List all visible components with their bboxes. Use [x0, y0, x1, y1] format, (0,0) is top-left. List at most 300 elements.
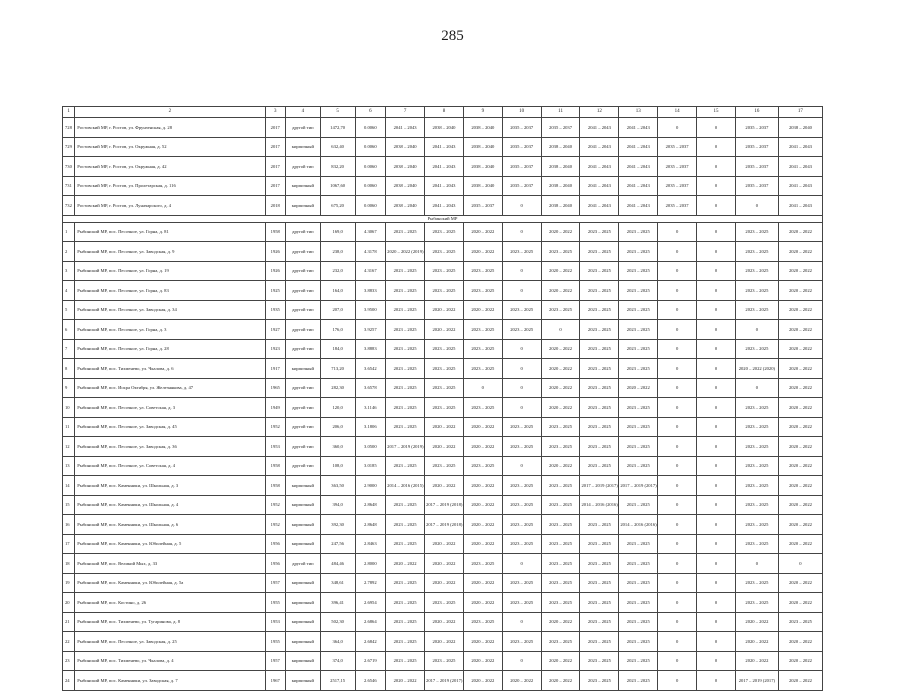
table-cell: кирпичный — [285, 612, 320, 632]
table-cell: 2023 – 2025 — [386, 515, 425, 535]
table-cell: 2023 – 2025 — [580, 417, 619, 437]
table-cell: 0 — [697, 476, 736, 496]
column-header: 13 — [619, 107, 658, 118]
table-cell: 1927 — [265, 320, 285, 340]
table-cell: 0 — [658, 359, 697, 379]
table-row — [63, 157, 823, 177]
table-cell: 2020 – 2022 — [541, 339, 580, 359]
table-cell: 2017 — [265, 137, 285, 157]
row-number: 732 — [63, 196, 75, 216]
table-cell: кирпичный — [285, 534, 320, 554]
table-cell: 3.9500 — [355, 300, 386, 320]
table-cell: 2020 – 2022 (2020) — [735, 359, 778, 379]
column-header: 6 — [355, 107, 386, 118]
table-cell: 363,50 — [320, 476, 355, 496]
table-cell: другой тип — [285, 554, 320, 574]
row-number: 12 — [63, 437, 75, 457]
table-cell: 0 — [658, 320, 697, 340]
table-cell: 2023 – 2025 — [502, 573, 541, 593]
table-cell: 0 — [658, 118, 697, 138]
table-cell: 3.9257 — [355, 320, 386, 340]
table-cell: 2023 – 2025 — [425, 261, 464, 281]
table-cell: 2023 – 2025 — [735, 476, 778, 496]
table-cell: 2038 – 2040 — [425, 118, 464, 138]
table-cell: 0 — [658, 281, 697, 301]
table-cell: 2023 – 2025 — [425, 359, 464, 379]
table-cell: 2020 – 2022 — [463, 651, 502, 671]
table-cell: 2023 – 2025 — [541, 632, 580, 652]
page-number: 285 — [441, 28, 464, 44]
table-cell: 2023 – 2025 — [619, 398, 658, 418]
column-header: 11 — [541, 107, 580, 118]
table-row — [63, 118, 823, 138]
table-cell: 2041 – 2043 — [580, 176, 619, 196]
table-cell: 2020 – 2022 — [778, 242, 822, 262]
table-cell: 2035 – 2037 — [463, 196, 502, 216]
address-cell: Рыбинский МР, пос. Каменники, ул. Школьная, д. 6 — [75, 515, 265, 535]
table-cell: 2.6546 — [355, 671, 386, 691]
table-cell: 3.8833 — [355, 281, 386, 301]
table-cell: кирпичный — [285, 196, 320, 216]
table-cell: 2041 – 2043 — [425, 137, 464, 157]
table-cell: 2017 – 2019 (2018) — [425, 515, 464, 535]
table-cell: кирпичный — [285, 359, 320, 379]
column-header: 1 — [63, 107, 75, 118]
table-cell: 0 — [697, 157, 736, 177]
row-number: 20 — [63, 593, 75, 613]
table-cell: 2035 – 2037 — [502, 176, 541, 196]
table-cell: 2020 – 2022 — [425, 573, 464, 593]
table-cell: 2023 – 2025 — [619, 261, 658, 281]
table-cell: 2023 – 2025 — [386, 456, 425, 476]
table-cell: 2023 – 2025 — [580, 261, 619, 281]
table-cell: другой тип — [285, 398, 320, 418]
table-row — [63, 651, 823, 671]
table-row — [63, 300, 823, 320]
table-cell: 184,0 — [320, 339, 355, 359]
table-cell: 0.0060 — [355, 176, 386, 196]
table-cell: 1926 — [265, 242, 285, 262]
table-cell: 2020 – 2022 — [463, 417, 502, 437]
table-cell: 2035 – 2037 — [502, 118, 541, 138]
table-cell: 3.1146 — [355, 398, 386, 418]
table-row — [63, 612, 823, 632]
table-cell: 2023 – 2025 — [425, 339, 464, 359]
table-cell: 2023 – 2025 — [502, 495, 541, 515]
table-cell: 2035 – 2037 — [658, 176, 697, 196]
table-cell: 2020 – 2022 — [778, 417, 822, 437]
table-cell: 0 — [735, 554, 778, 574]
address-cell: Рыбинский МР, пос. Каменники, ул. Заводская, д. 7 — [75, 671, 265, 691]
table-cell: 2023 – 2025 — [541, 573, 580, 593]
table-cell: 2023 – 2025 — [502, 515, 541, 535]
table-cell: 2023 – 2025 — [502, 437, 541, 457]
section-title: Рыбинский МР — [63, 215, 823, 222]
table-cell: 2023 – 2025 — [735, 281, 778, 301]
table-row — [63, 281, 823, 301]
table-cell: 2023 – 2025 — [541, 593, 580, 613]
table-cell: 1953 — [265, 437, 285, 457]
table-cell: 2038 – 2040 — [386, 196, 425, 216]
column-header: 7 — [386, 107, 425, 118]
table-cell: 2020 – 2022 — [463, 573, 502, 593]
table-cell: кирпичный — [285, 495, 320, 515]
table-cell: 0 — [697, 456, 736, 476]
table-cell: 1952 — [265, 515, 285, 535]
table-cell: 2014 – 2016 (2016) — [619, 515, 658, 535]
table-cell: 0 — [502, 378, 541, 398]
address-cell: Рыбинский МР, пос. Каменники, ул. Юбилейная, д. 5 — [75, 534, 265, 554]
table-cell: 348,61 — [320, 573, 355, 593]
table-cell: 2020 – 2022 — [778, 476, 822, 496]
table-cell: 0 — [502, 359, 541, 379]
table-row — [63, 515, 823, 535]
table-cell: 2023 – 2025 — [619, 651, 658, 671]
table-cell: другой тип — [285, 222, 320, 242]
table-cell: 0 — [502, 196, 541, 216]
table-cell: 2023 – 2025 — [580, 398, 619, 418]
table-cell: 2023 – 2025 — [463, 281, 502, 301]
table-cell: другой тип — [285, 157, 320, 177]
table-cell: 2023 – 2025 — [619, 437, 658, 457]
table-cell: 2023 – 2025 — [386, 339, 425, 359]
table-cell: 2020 – 2022 — [425, 437, 464, 457]
table-cell: 2035 – 2037 — [541, 118, 580, 138]
table-cell: 2023 – 2025 — [386, 651, 425, 671]
table-cell: 713,20 — [320, 359, 355, 379]
table-row — [63, 456, 823, 476]
table-cell: 2020 – 2022 — [541, 281, 580, 301]
table-cell: 0 — [502, 554, 541, 574]
address-cell: Ростовский МР, г. Ростов, ул. Окружная, д. 42 — [75, 157, 265, 177]
table-cell: 2023 – 2025 — [541, 554, 580, 574]
table-cell: 1953 — [265, 612, 285, 632]
table-cell: 0 — [658, 339, 697, 359]
table-cell: 2023 – 2025 — [580, 378, 619, 398]
table-cell: 0 — [658, 573, 697, 593]
table-cell: 4.3067 — [355, 222, 386, 242]
table-cell: 0 — [735, 196, 778, 216]
table-cell: другой тип — [285, 242, 320, 262]
table-cell: 2023 – 2025 — [778, 612, 822, 632]
row-number: 10 — [63, 398, 75, 418]
table-cell: 2023 – 2025 — [425, 281, 464, 301]
table-cell: 2017 — [265, 118, 285, 138]
table-cell: 2023 – 2025 — [541, 242, 580, 262]
table-cell: 2020 – 2022 — [463, 476, 502, 496]
table-row — [63, 495, 823, 515]
address-cell: Рыбинский МР, пос. Песочное, ул. Заводская, д. 25 — [75, 632, 265, 652]
table-cell: 2017 – 2019 (2017) — [425, 671, 464, 691]
table-cell: 1926 — [265, 261, 285, 281]
table-cell: 0 — [697, 176, 736, 196]
table-cell: 2.8000 — [355, 554, 386, 574]
table-cell: 2020 – 2022 — [778, 437, 822, 457]
table-cell: 0 — [697, 495, 736, 515]
table-cell: 2023 – 2025 — [735, 593, 778, 613]
address-cell: Рыбинский МР, пос. Песочное, ул. Заводская, д. 9 — [75, 242, 265, 262]
table-cell: 2023 – 2025 — [580, 456, 619, 476]
address-cell: Рыбинский МР, пос. Песочное, ул. Горна, д. 3 — [75, 320, 265, 340]
table-cell: 2038 – 2040 — [541, 157, 580, 177]
table-cell: другой тип — [285, 118, 320, 138]
table-cell: 0 — [658, 437, 697, 457]
row-number: 14 — [63, 476, 75, 496]
address-cell: Рыбинский МР, пос. Каменники, ул. Школьная, д. 3 — [75, 476, 265, 496]
table-cell: 4.3178 — [355, 242, 386, 262]
table-cell: 2041 – 2043 — [580, 157, 619, 177]
table-cell: 2020 – 2022 — [619, 378, 658, 398]
table-cell: 0 — [735, 378, 778, 398]
column-header: 8 — [425, 107, 464, 118]
table-cell: 2.9000 — [355, 476, 386, 496]
column-header: 3 — [265, 107, 285, 118]
table-cell: 2023 – 2025 — [735, 456, 778, 476]
table-cell: 0 — [502, 261, 541, 281]
table-cell: 2018 — [265, 196, 285, 216]
table-cell: 0 — [697, 573, 736, 593]
table-cell: 0 — [697, 554, 736, 574]
table-cell: 2017 – 2019 (2017) — [619, 476, 658, 496]
table-cell: 0 — [658, 534, 697, 554]
table-cell: 2023 – 2025 — [386, 281, 425, 301]
table-cell: 0 — [697, 281, 736, 301]
address-cell: Рыбинский МР, пос. Костино, д. 26 — [75, 593, 265, 613]
table-cell: 2023 – 2025 — [386, 573, 425, 593]
table-cell: 2038 – 2040 — [463, 176, 502, 196]
table-cell: 0 — [697, 320, 736, 340]
table-cell: 2.6864 — [355, 612, 386, 632]
table-cell: 1958 — [265, 222, 285, 242]
table-cell: 0 — [697, 118, 736, 138]
table-cell: 2023 – 2025 — [580, 515, 619, 535]
table-cell: 2023 – 2025 — [619, 554, 658, 574]
table-cell: 2023 – 2025 — [463, 398, 502, 418]
table-cell: 1923 — [265, 339, 285, 359]
address-cell: Рыбинский МР, пос. Тихменево, ул. Чкалова, д. 6 — [75, 359, 265, 379]
table-cell: 2017 – 2019 (2017) — [735, 671, 778, 691]
table-cell: 2020 – 2022 — [502, 671, 541, 691]
row-number: 7 — [63, 339, 75, 359]
table-row — [63, 261, 823, 281]
table-cell: 2017 — [265, 157, 285, 177]
table-cell: 2035 – 2037 — [658, 137, 697, 157]
address-cell: Рыбинский МР, пос. Великий Мых, д. 33 — [75, 554, 265, 574]
table-cell: 2023 – 2025 — [580, 612, 619, 632]
table-cell: 2038 – 2040 — [541, 196, 580, 216]
table-cell: 2023 – 2025 — [619, 359, 658, 379]
table-cell: 1965 — [265, 378, 285, 398]
table-cell: 2023 – 2025 — [580, 671, 619, 691]
table-cell: 2023 – 2025 — [502, 593, 541, 613]
table-row — [63, 196, 823, 216]
table-cell: 2020 – 2022 — [463, 515, 502, 535]
table-cell: 1958 — [265, 476, 285, 496]
table-cell: 2020 – 2022 — [778, 456, 822, 476]
table-cell: 0 — [735, 320, 778, 340]
table-cell: 2023 – 2025 — [735, 573, 778, 593]
table-cell: 2023 – 2025 — [541, 437, 580, 457]
table-cell: 2020 – 2022 — [778, 398, 822, 418]
table-cell: 2014 – 2016 (2016) — [580, 495, 619, 515]
table-cell: 2035 – 2037 — [658, 196, 697, 216]
table-cell: 2020 – 2022 — [541, 359, 580, 379]
table-cell: 0 — [658, 632, 697, 652]
table-cell: 0 — [697, 378, 736, 398]
row-number: 2 — [63, 242, 75, 262]
table-cell: 0 — [697, 437, 736, 457]
table-cell: 2041 – 2043 — [580, 118, 619, 138]
table-cell: 2038 – 2040 — [386, 157, 425, 177]
table-cell: 2023 – 2025 — [580, 242, 619, 262]
table-cell: 2020 – 2022 — [778, 359, 822, 379]
table-cell: 0.0060 — [355, 137, 386, 157]
table-cell: 2020 – 2022 — [778, 222, 822, 242]
table-cell: 2020 – 2022 — [386, 671, 425, 691]
table-cell: 2023 – 2025 — [580, 573, 619, 593]
table-cell: другой тип — [285, 320, 320, 340]
table-cell: 2023 – 2025 — [619, 495, 658, 515]
row-number: 3 — [63, 261, 75, 281]
table-cell: 0 — [697, 222, 736, 242]
address-cell: Рыбинский МР, пос. Песочное, ул. Заводская, д. 36 — [75, 437, 265, 457]
table-cell: 0 — [502, 612, 541, 632]
table-cell: 2023 – 2025 — [619, 456, 658, 476]
row-number: 19 — [63, 573, 75, 593]
table-cell: 2038 – 2040 — [386, 176, 425, 196]
table-cell: 2023 – 2025 — [619, 417, 658, 437]
table-cell: 2023 – 2025 — [463, 554, 502, 574]
table-cell: 2.8648 — [355, 515, 386, 535]
table-cell: 0 — [697, 515, 736, 535]
table-cell: 232,0 — [320, 261, 355, 281]
table-cell: 2023 – 2025 — [502, 417, 541, 437]
table-cell: 2023 – 2025 — [541, 534, 580, 554]
table-cell: 2017 – 2019 (2018) — [425, 495, 464, 515]
table-cell: 2023 – 2025 — [619, 320, 658, 340]
table-cell: 2020 – 2022 — [463, 671, 502, 691]
table-cell: 2023 – 2025 — [502, 320, 541, 340]
table-cell: 0 — [697, 339, 736, 359]
column-header: 10 — [502, 107, 541, 118]
table-cell: 2023 – 2025 — [541, 495, 580, 515]
row-number: 730 — [63, 157, 75, 177]
table-cell: 2023 – 2025 — [463, 261, 502, 281]
table-row — [63, 554, 823, 574]
table-cell: 2020 – 2022 — [778, 281, 822, 301]
table-cell: 1955 — [265, 632, 285, 652]
row-number: 17 — [63, 534, 75, 554]
table-cell: 2020 – 2022 — [425, 534, 464, 554]
table-cell: другой тип — [285, 281, 320, 301]
address-cell: Рыбинский МР, пос. Песочное, ул. Горна, д. 81 — [75, 222, 265, 242]
table-cell: 1935 — [265, 300, 285, 320]
table-cell: 2020 – 2022 — [463, 534, 502, 554]
table-cell: 0 — [697, 534, 736, 554]
table-cell: 2035 – 2037 — [502, 157, 541, 177]
table-cell: 2023 – 2025 — [386, 222, 425, 242]
table-cell: 2020 – 2022 — [463, 300, 502, 320]
row-number: 21 — [63, 612, 75, 632]
table-row — [63, 359, 823, 379]
table-cell: 2038 – 2040 — [778, 118, 822, 138]
table-cell: 2020 – 2022 — [778, 651, 822, 671]
table-cell: 0 — [697, 593, 736, 613]
table-cell: 2020 – 2022 — [735, 651, 778, 671]
table-row — [63, 476, 823, 496]
table-cell: 1957 — [265, 573, 285, 593]
table-cell: 2038 – 2040 — [463, 118, 502, 138]
table-cell: 2020 – 2022 — [541, 378, 580, 398]
table-cell: 108,0 — [320, 456, 355, 476]
table-cell: 2041 – 2043 — [619, 196, 658, 216]
table-cell: 1949 — [265, 398, 285, 418]
row-number: 24 — [63, 671, 75, 691]
table-cell: 2023 – 2025 — [502, 242, 541, 262]
table-cell: кирпичный — [285, 651, 320, 671]
table-cell: 2017 – 2019 (2019) — [386, 437, 425, 457]
table-cell: 2023 – 2025 — [735, 398, 778, 418]
row-number: 5 — [63, 300, 75, 320]
table-cell: 2020 – 2022 — [425, 632, 464, 652]
table-cell: 1917 — [265, 359, 285, 379]
table-row — [63, 632, 823, 652]
table-cell: 2023 – 2025 — [735, 300, 778, 320]
table-cell: 392,30 — [320, 515, 355, 535]
table-cell: 2023 – 2025 — [463, 320, 502, 340]
table-row — [63, 671, 823, 691]
address-cell: Рыбинский МР, пос. Искра Октября, ул. Железнякова, д. 47 — [75, 378, 265, 398]
table-cell: 2041 – 2043 — [386, 118, 425, 138]
table-cell: 2.6842 — [355, 632, 386, 652]
table-cell: 2023 – 2025 — [425, 398, 464, 418]
table-cell: 2023 – 2025 — [735, 222, 778, 242]
table-cell: 832,20 — [320, 157, 355, 177]
table-cell: 2023 – 2025 — [386, 320, 425, 340]
table-cell: 2020 – 2022 — [425, 417, 464, 437]
address-cell: Рыбинский МР, пос. Песочное, ул. Советская, д. 3 — [75, 398, 265, 418]
table-cell: 2023 – 2025 — [580, 437, 619, 457]
table-cell: 247,56 — [320, 534, 355, 554]
table-cell: 4.3167 — [355, 261, 386, 281]
table-cell: 2023 – 2025 — [386, 417, 425, 437]
table-cell: 0 — [697, 632, 736, 652]
table-cell: 0 — [658, 612, 697, 632]
table-cell: 2023 – 2025 — [619, 671, 658, 691]
table-cell: 1955 — [265, 593, 285, 613]
table-cell: 2023 – 2025 — [580, 593, 619, 613]
table-cell: 2020 – 2022 — [541, 671, 580, 691]
table-cell: 2020 – 2022 — [778, 300, 822, 320]
row-number: 13 — [63, 456, 75, 476]
row-number: 11 — [63, 417, 75, 437]
table-cell: 2023 – 2025 — [386, 612, 425, 632]
table-cell: 0 — [697, 300, 736, 320]
table-cell: 1956 — [265, 534, 285, 554]
table-row — [63, 534, 823, 554]
table-cell: 0 — [658, 261, 697, 281]
table-cell: 394,0 — [320, 495, 355, 515]
table-row — [63, 593, 823, 613]
table-cell: кирпичный — [285, 593, 320, 613]
table-cell: 0 — [658, 593, 697, 613]
table-row — [63, 242, 823, 262]
table-cell: 0 — [658, 651, 697, 671]
column-number-row — [63, 107, 823, 118]
table-cell: 2041 – 2043 — [619, 176, 658, 196]
table-cell: 2023 – 2025 — [580, 534, 619, 554]
table-row — [63, 417, 823, 437]
